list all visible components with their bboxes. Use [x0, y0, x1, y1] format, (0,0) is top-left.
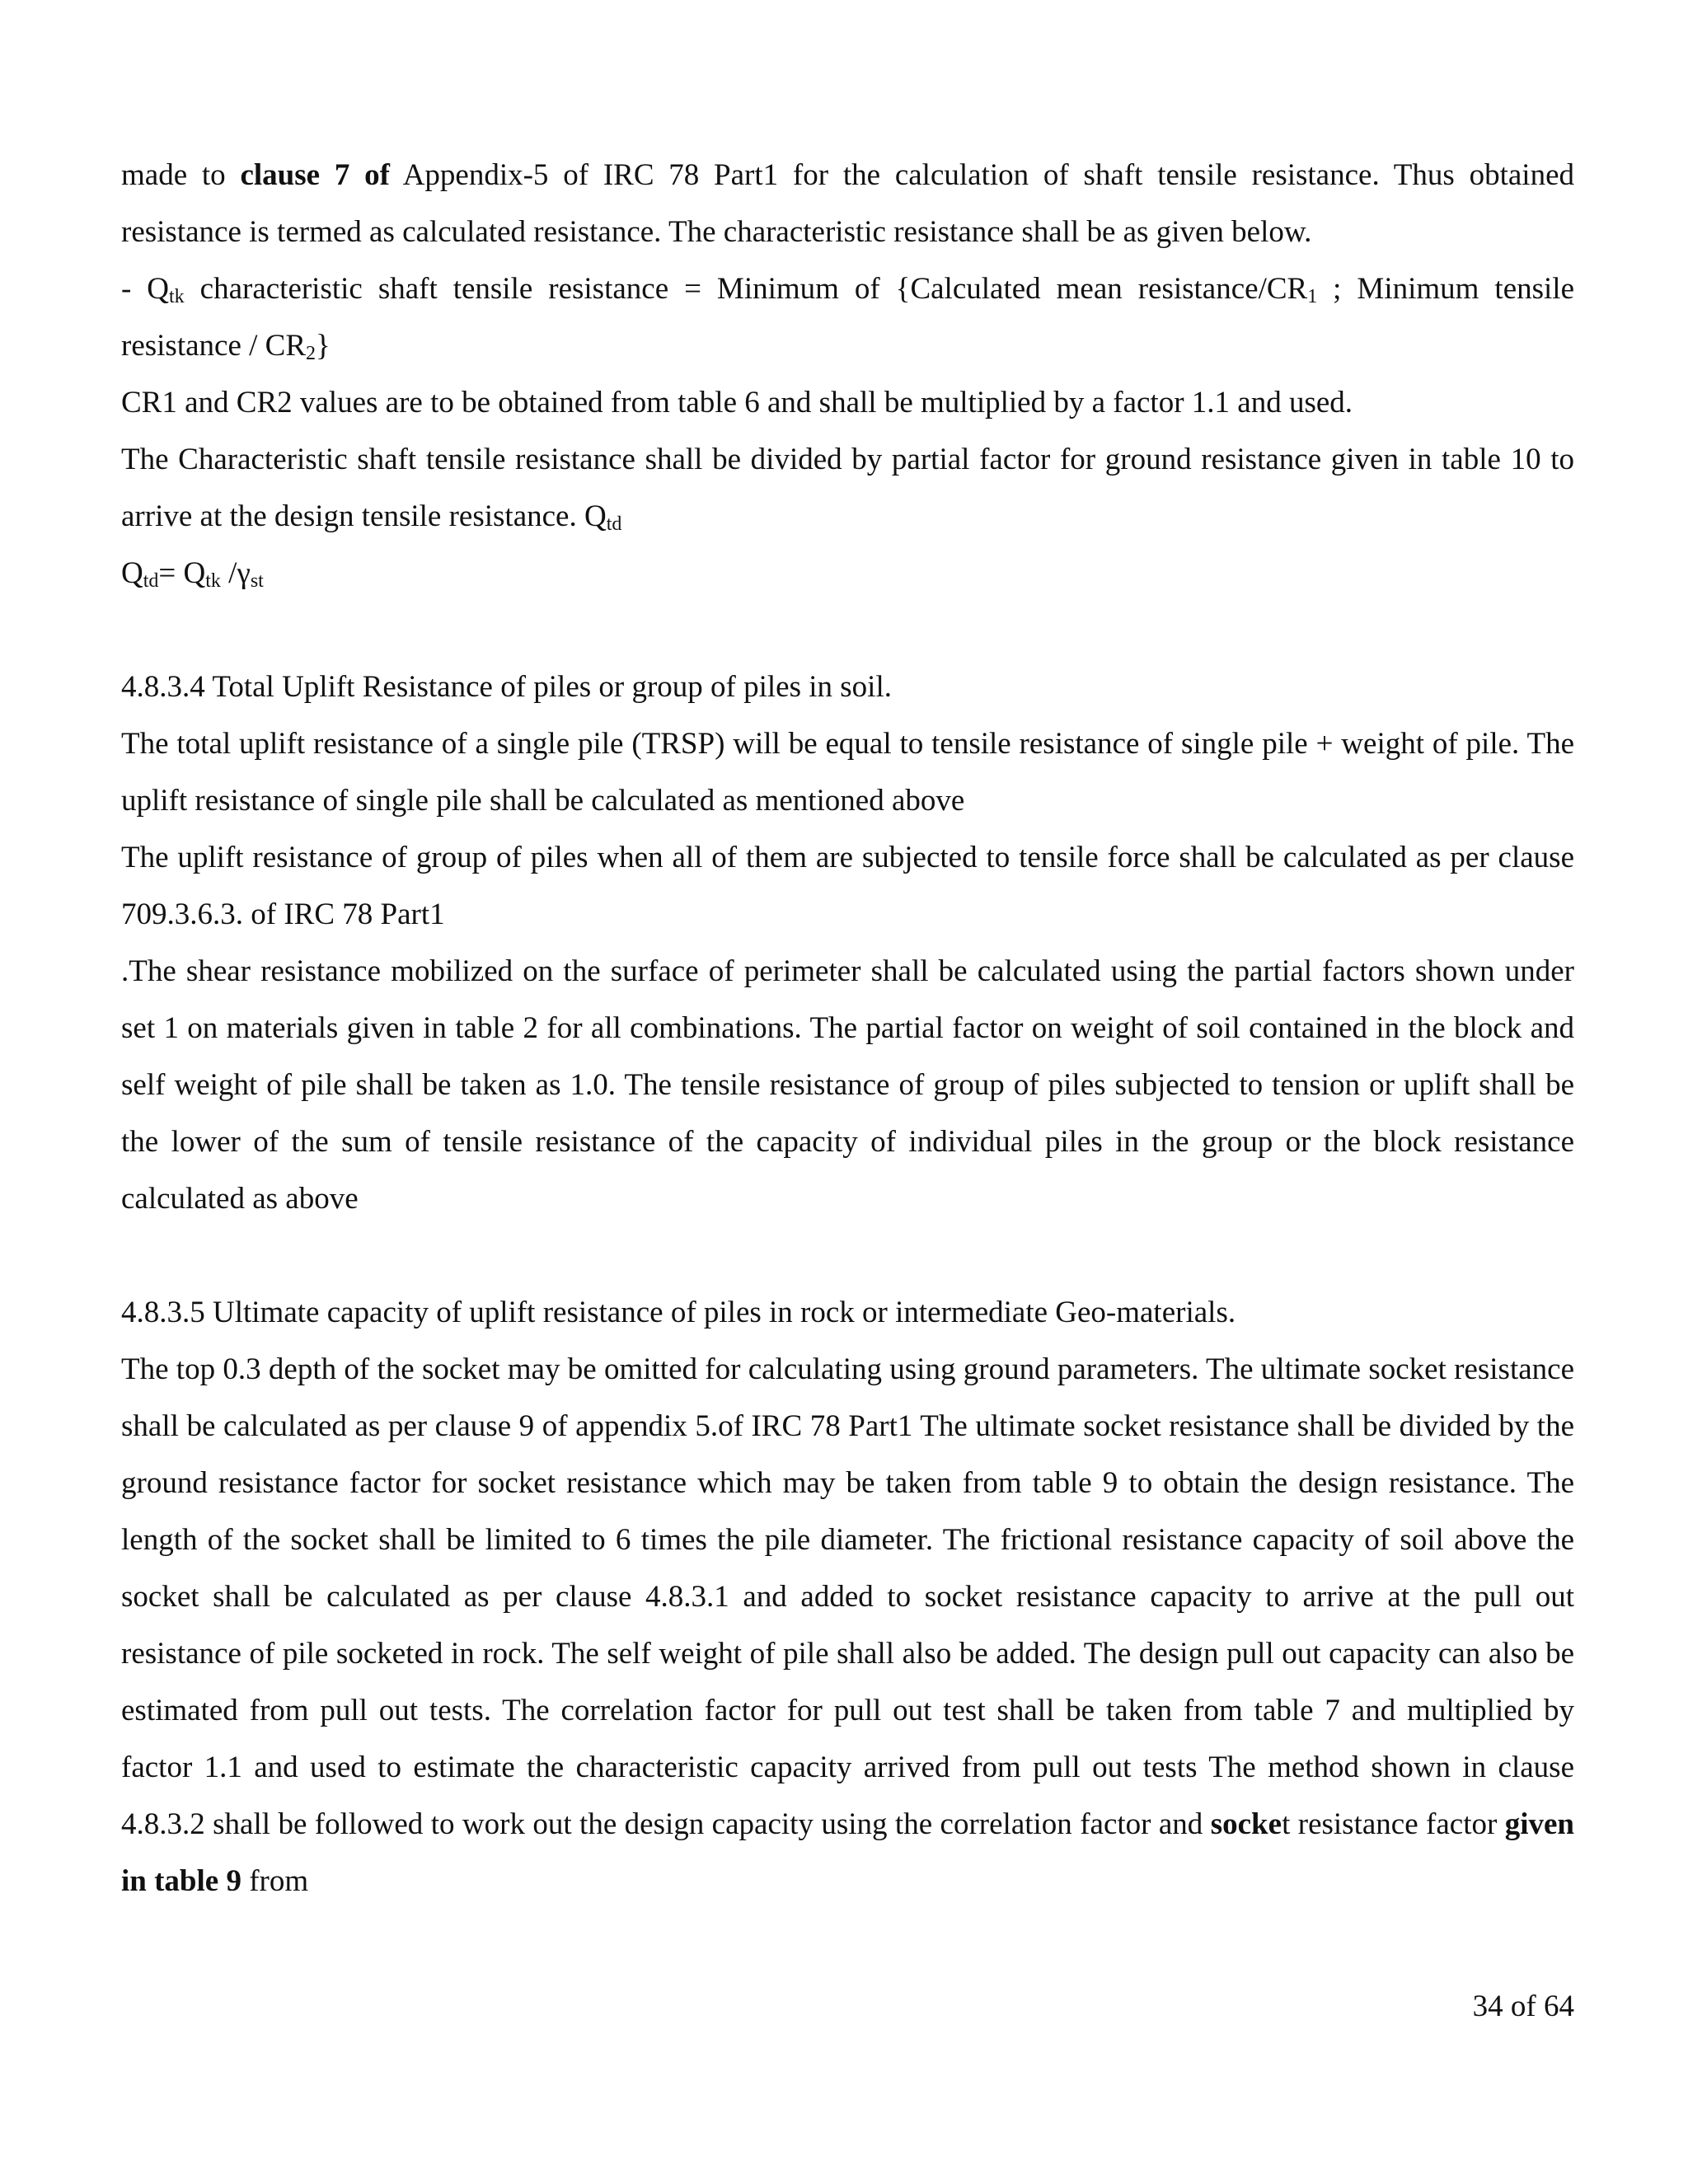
paragraph-characteristic-resistance-formula: - $Q_{tk}$ characteristic shaft tensile resistance = Minimum of {Calculated mean resistance/$CR_1$ ; Minimum tensile resistance / $CR_2$} [121, 272, 1574, 364]
spacer [121, 602, 1574, 658]
spacer [121, 1227, 1574, 1284]
paragraph-socket-resistance: The top 0.3 depth of the socket may be omitted for calculating using ground parameters. The ultimate socket resistance shall be calculated as per clause 9 of appendix 5.of IRC 78 Part1 The ultimate socket resistance shall be divided by the ground resistance factor for socket resistance which may be taken from table 9 to obtain the design resistance. The length of the socket shall be limited to 6 times the pile diameter. The frictional resistance capacity of soil above the socket shall be calculated as per clause 4.8.3.1 and added to socket resistance capacity to arrive at the pull out resistance of pile socketed in rock. The self weight of pile shall also be added. The design pull out capacity can also be estimated from pull out tests. The correlation factor for pull out test shall be taken from table 7 and multiplied by factor 1.1 and used to estimate the characteristic capacity arrived from pull out tests The method shown in clause 4.8.3.2 shall be followed to work out the design capacity using the correlation factor and socket resistance factor given in table 9 from [121, 1352, 1574, 1898]
section-heading-4-8-3-4: 4.8.3.4 Total Uplift Resistance of piles or group of piles in soil. [121, 670, 892, 704]
paragraph-cr-values: CR1 and CR2 values are to be obtained from table 6 and shall be multiplied by a factor 1.1 and used. [121, 386, 1353, 419]
paragraph-shear-resistance: .The shear resistance mobilized on the surface of perimeter shall be calculated using the partial factors shown under set 1 on materials given in table 2 for all combinations. The partial factor on weight of soil contained in the block and self weight of pile shall be taken as 1.0. The tensile resistance of group of piles subjected to tension or uplift shall be the lower of the sum of tensile resistance of the capacity of individual piles in the group or the block resistance calculated as above [121, 954, 1574, 1216]
paragraph-single-pile-uplift: The total uplift resistance of a single pile (TRSP) will be equal to tensile resistance of single pile + weight of pile. The uplift resistance of single pile shall be calculated as mentioned above [121, 727, 1574, 818]
page-number: 34 of 64 [1472, 1990, 1574, 2023]
paragraph-group-pile-uplift: The uplift resistance of group of piles when all of them are subjected to tensile force shall be calculated as per clause 709.3.6.3. of IRC 78 Part1 [121, 841, 1574, 931]
page-body [121, 147, 1574, 1910]
paragraph-clause-7-reference: made to clause 7 of Appendix-5 of IRC 78 Part1 for the calculation of shaft tensile resistance. Thus obtained resistance is termed as calculated resistance. The characteristic resistance shall be as given below. [121, 158, 1574, 249]
paragraph-design-tensile-resistance: The Characteristic shaft tensile resistance shall be divided by partial factor for ground resistance given in table 10 to arrive at the design tensile resistance. $Q_{td}$ [121, 443, 1574, 535]
equation-qtd: $Q_{td}= Q_{tk}$ $/\gamma_{st}$ [121, 556, 264, 592]
section-heading-4-8-3-5: 4.8.3.5 Ultimate capacity of uplift resistance of piles in rock or intermediate Geo-materials. [121, 1296, 1236, 1329]
